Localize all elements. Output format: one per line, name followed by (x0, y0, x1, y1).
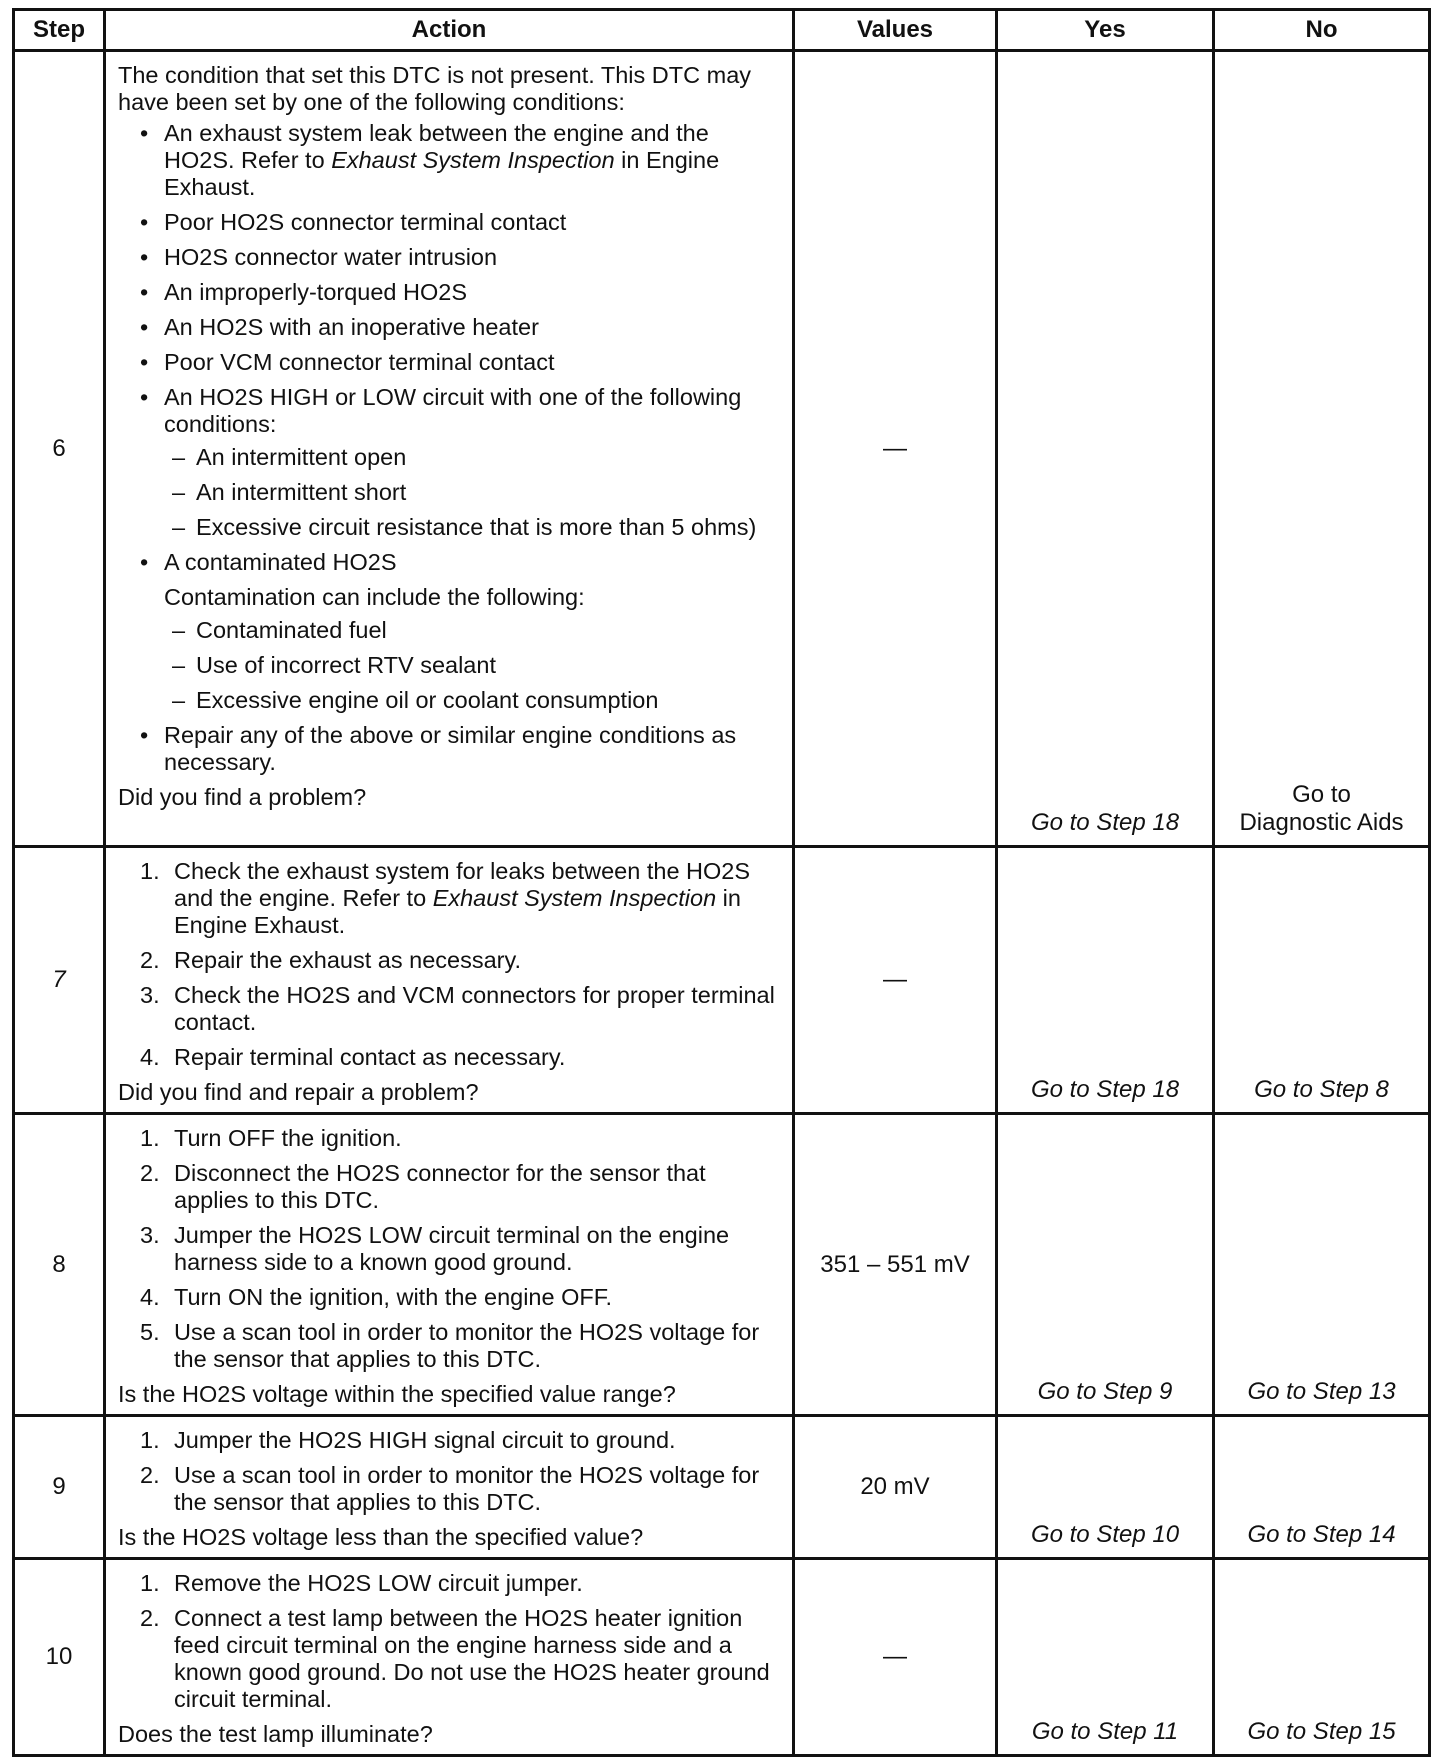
action-question: Does the test lamp illuminate? (118, 1721, 433, 1747)
values-cell: — (794, 51, 997, 847)
action-question: Is the HO2S voltage less than the specified value? (118, 1524, 644, 1550)
action-question: Did you find a problem? (118, 784, 367, 810)
sub-list-item: – An intermittent short (164, 479, 780, 506)
item-number: 4. (140, 1044, 160, 1070)
list-item-text: An exhaust system leak between the engine and the HO2S. Refer to (164, 120, 709, 173)
item-number: 2. (140, 1462, 160, 1488)
step-number: 6 (14, 51, 105, 847)
sub-list (164, 444, 780, 541)
list-item (140, 120, 780, 201)
list-item (140, 1125, 780, 1152)
yes-cell: Go to Step 10 (997, 1416, 1214, 1559)
reference-link: Exhaust System Inspection (331, 147, 615, 173)
no-text-line: Diagnostic Aids (1239, 809, 1404, 836)
list-item-text: Turn ON the ignition, with the engine OFF. (174, 1284, 613, 1310)
table-row (14, 1114, 1430, 1416)
action-intro: The condition that set this DTC is not present. This DTC may have been set by one of the following conditions: (118, 62, 752, 115)
list-item-text: Connect a test lamp between the HO2S heater ignition feed circuit terminal on the engine harness side and a known good ground. Do not use the HO2S heater ground circuit terminal. (174, 1605, 770, 1712)
list-item (140, 1160, 780, 1214)
action-question: Did you find and repair a problem? (118, 1079, 479, 1105)
action-cell (105, 51, 794, 847)
list-item-text: Jumper the HO2S HIGH signal circuit to ground. (174, 1427, 676, 1453)
action-question: Is the HO2S voltage within the specified value range? (118, 1381, 676, 1407)
header-no: No (1214, 10, 1430, 51)
list-item (140, 1605, 780, 1713)
list-item (140, 1284, 780, 1311)
sub-list-item: – Contaminated fuel (164, 617, 780, 644)
condition-list (118, 120, 780, 776)
list-item-text: Jumper the HO2S LOW circuit terminal on the engine harness side to a known good ground. (174, 1222, 730, 1275)
step-number: 7 (14, 847, 105, 1114)
yes-cell: Go to Step 9 (997, 1114, 1214, 1416)
table-row (14, 51, 1430, 847)
step-number: 10 (14, 1559, 105, 1756)
no-cell: Go to Step 15 (1214, 1559, 1430, 1756)
list-item-text: Check the exhaust system for leaks between the HO2S and the engine. Refer to (174, 858, 751, 911)
list-item (140, 1222, 780, 1276)
list-item-subtext: Contamination can include the following: (164, 584, 585, 610)
item-number: 1. (140, 858, 160, 884)
no-cell: Go to Step 14 (1214, 1416, 1430, 1559)
table-row (14, 1416, 1430, 1559)
list-item-text: • A contaminated HO2S (164, 549, 397, 575)
sub-list-item: – Excessive circuit resistance that is more than 5 ohms) (164, 514, 780, 541)
list-item: • HO2S connector water intrusion (140, 244, 780, 271)
values-cell: — (794, 1559, 997, 1756)
list-item-text: Repair terminal contact as necessary. (174, 1044, 566, 1070)
item-number: 1. (140, 1427, 160, 1453)
header-row (14, 10, 1430, 51)
list-item: • An improperly-torqued HO2S (140, 279, 780, 306)
values-cell: 20 mV (794, 1416, 997, 1559)
action-cell (105, 847, 794, 1114)
yes-cell: Go to Step 11 (997, 1559, 1214, 1756)
list-item (140, 1462, 780, 1516)
sub-list-item: – An intermittent open (164, 444, 780, 471)
procedure-list (118, 858, 780, 1071)
procedure-list (118, 1427, 780, 1516)
diagnostic-table (12, 8, 1431, 1757)
list-item-text: in Engine Exhaust. (174, 885, 741, 938)
sub-list-item: – Use of incorrect RTV sealant (164, 652, 780, 679)
no-cell: Go to Step 8 (1214, 847, 1430, 1114)
step-number: 8 (14, 1114, 105, 1416)
list-item (140, 1319, 780, 1373)
action-cell (105, 1559, 794, 1756)
item-number: 2. (140, 947, 160, 973)
list-item-text: • An HO2S HIGH or LOW circuit with one of the following conditions: (164, 384, 742, 437)
reference-link: Exhaust System Inspection (432, 885, 717, 911)
list-item: • An HO2S with an inoperative heater (140, 314, 780, 341)
list-item-text: Check the HO2S and VCM connectors for proper terminal contact. (174, 982, 775, 1035)
values-cell: — (794, 847, 997, 1114)
list-item (140, 858, 780, 939)
no-cell: Go to Step 13 (1214, 1114, 1430, 1416)
values-cell: 351 – 551 mV (794, 1114, 997, 1416)
list-item: • Repair any of the above or similar engine conditions as necessary. (140, 722, 780, 776)
list-item-text: Turn OFF the ignition. (174, 1125, 402, 1151)
list-item (140, 1570, 780, 1597)
list-item: • Poor HO2S connector terminal contact (140, 209, 780, 236)
item-number: 1. (140, 1570, 160, 1596)
sub-list-item: – Excessive engine oil or coolant consumption (164, 687, 780, 714)
procedure-list (118, 1125, 780, 1373)
step-number: 9 (14, 1416, 105, 1559)
list-item: • Poor VCM connector terminal contact (140, 349, 780, 376)
table-row (14, 847, 1430, 1114)
list-item-text: Remove the HO2S LOW circuit jumper. (174, 1570, 583, 1596)
header-yes: Yes (997, 10, 1214, 51)
item-number: 2. (140, 1605, 160, 1631)
header-values: Values (794, 10, 997, 51)
item-number: 4. (140, 1284, 160, 1310)
yes-cell: Go to Step 18 (997, 847, 1214, 1114)
list-item-text: in Engine Exhaust. (164, 147, 720, 200)
list-item (140, 384, 780, 541)
procedure-list (118, 1570, 780, 1713)
list-item-text: Repair the exhaust as necessary. (174, 947, 522, 973)
item-number: 1. (140, 1125, 160, 1151)
item-number: 3. (140, 1222, 160, 1248)
table-row (14, 1559, 1430, 1756)
header-action: Action (105, 10, 794, 51)
header-step: Step (14, 10, 105, 51)
list-item (140, 549, 780, 714)
sub-list (164, 617, 780, 714)
list-item (140, 982, 780, 1036)
list-item (140, 1427, 780, 1454)
yes-cell: Go to Step 18 (997, 51, 1214, 847)
list-item-text: Disconnect the HO2S connector for the sensor that applies to this DTC. (174, 1160, 706, 1213)
item-number: 2. (140, 1160, 160, 1186)
list-item-text: Use a scan tool in order to monitor the HO2S voltage for the sensor that applies to this DTC. (174, 1319, 760, 1372)
action-cell (105, 1114, 794, 1416)
action-cell (105, 1416, 794, 1559)
list-item (140, 1044, 780, 1071)
no-text-line: Go to (1292, 781, 1351, 808)
list-item-text: Use a scan tool in order to monitor the HO2S voltage for the sensor that applies to this DTC. (174, 1462, 760, 1515)
list-item (140, 947, 780, 974)
item-number: 5. (140, 1319, 160, 1345)
item-number: 3. (140, 982, 160, 1008)
no-cell (1214, 51, 1430, 847)
